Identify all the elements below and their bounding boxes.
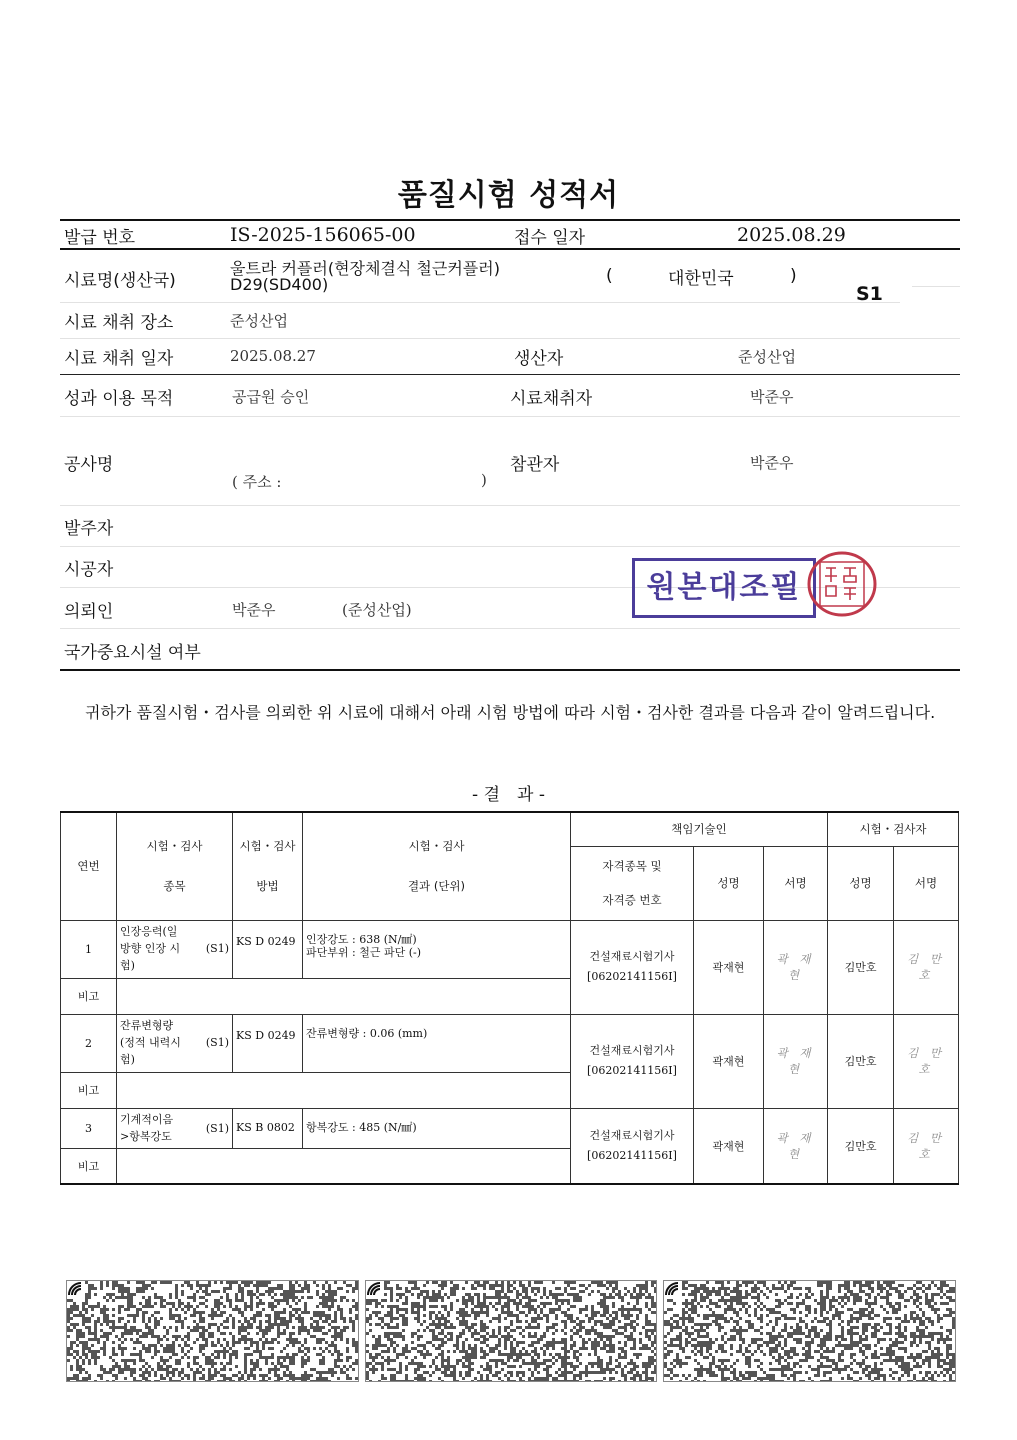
contractor-label: 시공자 (64, 560, 114, 580)
row-tester-signature: 김 만 호 (894, 920, 959, 1014)
witness-label: 참관자 (510, 455, 560, 475)
row-engineer-name: 곽재현 (694, 920, 764, 1014)
header-qualification: 자격종목 및 자격증 번호 (571, 846, 694, 920)
original-certified-stamp: 원본대조필 (632, 558, 816, 618)
purpose-value: 공급원 승인 (232, 388, 310, 406)
row-note-label: 비고 (61, 1072, 117, 1108)
header-tester-sign: 서명 (894, 846, 959, 920)
sample-name-line1: 울트라 커플러(현장체결식 철근커플러) (230, 259, 500, 278)
row-engineer-name: 곽재현 (694, 1108, 764, 1184)
document-title: 품질시험 성적서 (397, 178, 620, 213)
header-rule-7 (60, 546, 960, 547)
row-tester-name: 김만호 (828, 1108, 894, 1184)
header-bottom-rule (60, 669, 960, 671)
row-note-value (117, 978, 571, 1014)
header-rule-6 (60, 505, 960, 506)
sampler-label: 시료채취자 (510, 389, 593, 409)
witness-value: 박준우 (750, 454, 794, 472)
header-method: 시험・검사 방법 (233, 812, 303, 920)
header-engineer-sign: 서명 (764, 846, 828, 920)
requester-label: 의뢰인 (64, 602, 114, 622)
row-result: 항복강도 : 485 (N/㎟) (303, 1108, 571, 1148)
sampling-date-value: 2025.08.27 (230, 347, 316, 365)
row-note-label: 비고 (61, 978, 117, 1014)
row-tester-signature: 김 만 호 (894, 1108, 959, 1184)
row-item: 기계적이음 >항복강도 (S1) (117, 1108, 233, 1148)
header-top-rule (60, 219, 960, 221)
header-rule-1 (60, 248, 960, 250)
header-rule-5 (60, 416, 960, 417)
row-method: KS D 0249 (233, 1014, 303, 1072)
red-seal-icon (806, 550, 878, 618)
header-item: 시험・검사 종목 (117, 812, 233, 920)
row-result: 잔류변형량 : 0.06 (mm) (303, 1014, 571, 1072)
requester-value: 박준우 (232, 601, 276, 619)
row-sample-code: (S1) (205, 941, 229, 955)
producer-label: 생산자 (514, 349, 564, 369)
sample-name-label: 시료명(생산국) (64, 271, 176, 291)
row-tester-signature: 김 만 호 (894, 1014, 959, 1108)
row-tester-name: 김만호 (828, 920, 894, 1014)
sample-name-line2: D29(SD400) (230, 275, 329, 294)
country-open-paren: ( (606, 266, 613, 286)
table-row (61, 1108, 959, 1148)
row-seq: 1 (61, 920, 117, 978)
sampler-value: 박준우 (750, 388, 794, 406)
row-note-value (117, 1148, 571, 1184)
row-item: 잔류변형량 (정적 내력시 험) (S1) (117, 1014, 233, 1072)
row-note-value (117, 1072, 571, 1108)
header-engineer: 책임기술인 (571, 812, 828, 846)
received-date-label: 접수 일자 (514, 228, 586, 248)
row-engineer-signature: 곽 재 현 (764, 1014, 828, 1108)
header-engineer-name: 성명 (694, 846, 764, 920)
header-tester-name: 성명 (828, 846, 894, 920)
header-rule-2 (60, 302, 900, 303)
row-engineer-signature: 곽 재 현 (764, 1108, 828, 1184)
barcode-3-icon (663, 1280, 956, 1382)
header-rule-2b (912, 286, 960, 287)
row-qualification: 건설재료시험기사 [06202141156I] (571, 920, 694, 1014)
address-text: ( 주소 : (232, 473, 282, 491)
row-qualification: 건설재료시험기사 [06202141156I] (571, 1108, 694, 1184)
row-tester-name: 김만호 (828, 1014, 894, 1108)
sampling-place-value: 준성산업 (230, 312, 288, 330)
header-result: 시험・검사 결과 (단위) (303, 812, 571, 920)
row-seq: 2 (61, 1014, 117, 1072)
header-tester: 시험・검사자 (828, 812, 959, 846)
header-rule-3 (60, 338, 960, 339)
table-row (61, 920, 959, 978)
row-seq: 3 (61, 1108, 117, 1148)
row-qualification: 건설재료시험기사 [06202141156I] (571, 1014, 694, 1108)
requester-company: (준성산업) (342, 601, 412, 619)
row-engineer-signature: 곽 재 현 (764, 920, 828, 1014)
barcode-1-icon (66, 1280, 359, 1382)
sample-code: S1 (856, 283, 883, 305)
intro-paragraph: 귀하가 품질시험・검사를 의뢰한 위 시료에 대해서 아래 시험 방법에 따라 시험・검사한 결과를 다음과 같이 알려드립니다. (85, 703, 936, 722)
producer-value: 준성산업 (738, 348, 796, 366)
address-close: ) (481, 471, 487, 489)
header-rule-4 (60, 374, 960, 375)
project-label: 공사명 (64, 455, 114, 475)
issue-no-value: IS-2025-156065-00 (230, 224, 416, 246)
national-facility-label: 국가중요시설 여부 (64, 643, 201, 663)
country-value: 대한민국 (668, 269, 734, 289)
received-date-value: 2025.08.29 (737, 224, 846, 246)
row-item: 인장응력(일 방향 인장 시 험) (S1) (117, 920, 233, 978)
issue-no-label: 발급 번호 (64, 228, 136, 248)
header-rule-9 (60, 628, 960, 629)
results-table (60, 811, 959, 1185)
row-method: KS D 0249 (233, 920, 303, 978)
row-sample-code: (S1) (205, 1121, 229, 1135)
client-owner-label: 발주자 (64, 519, 114, 539)
country-close-paren: ) (790, 266, 797, 286)
row-sample-code: (S1) (205, 1035, 229, 1049)
table-row (61, 1014, 959, 1072)
row-method: KS B 0802 (233, 1108, 303, 1148)
row-note-label: 비고 (61, 1148, 117, 1184)
purpose-label: 성과 이용 목적 (64, 389, 174, 409)
row-engineer-name: 곽재현 (694, 1014, 764, 1108)
row-result: 인장강도 : 638 (N/㎟) 파단부위 : 철근 파단 (-) (303, 920, 571, 978)
sampling-place-label: 시료 채취 장소 (64, 313, 174, 333)
sampling-date-label: 시료 채취 일자 (64, 349, 174, 369)
results-title: - 결 과 - (472, 785, 545, 805)
header-seq: 연번 (61, 812, 117, 920)
barcode-2-icon (365, 1280, 657, 1382)
